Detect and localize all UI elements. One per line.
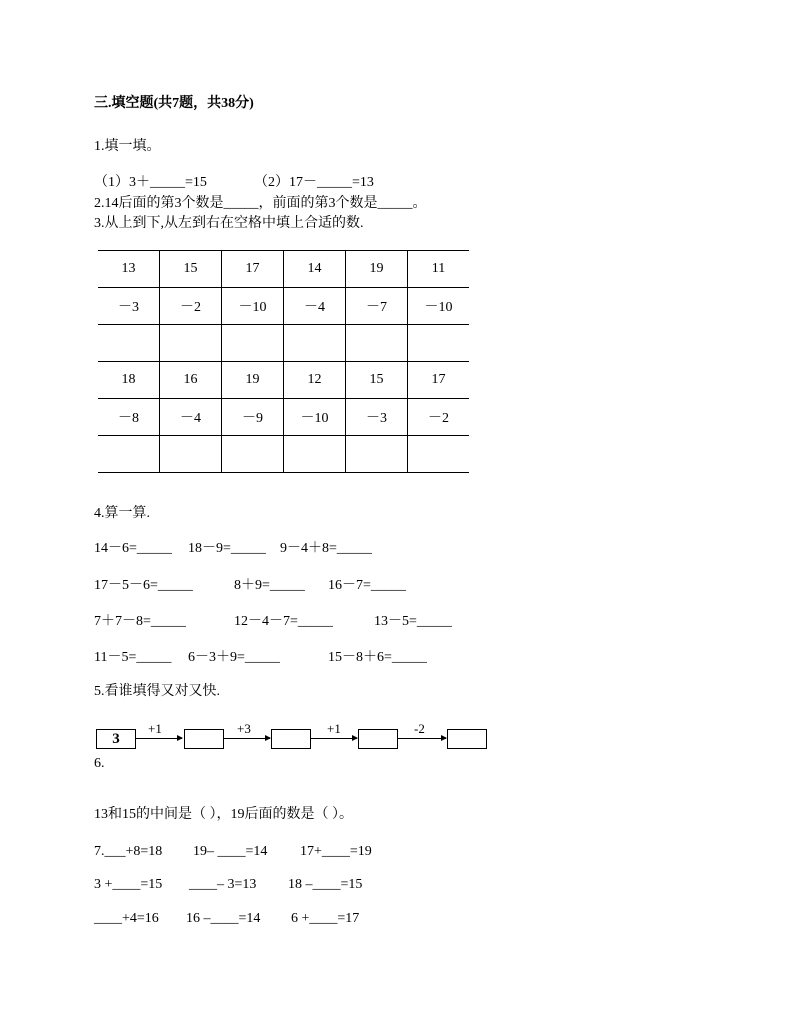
table-cell: －7 (346, 288, 408, 325)
table-cell: －4 (284, 288, 346, 325)
table-cell: 17 (408, 362, 470, 399)
q4-item: 13－5=_____ (374, 614, 452, 629)
table-cell: －9 (222, 399, 284, 436)
q4-item: 9－4＋8=_____ (280, 541, 372, 556)
table-cell: －2 (160, 288, 222, 325)
table-row (98, 251, 469, 288)
table-cell: 15 (346, 362, 408, 399)
q4-item: 16－7=_____ (328, 578, 406, 593)
answer-cell[interactable] (160, 325, 222, 362)
q6-text: 13和15的中间是（ ），19后面的数是（ ）。 (94, 807, 353, 822)
table-cell: －3 (98, 288, 160, 325)
answer-cell[interactable] (98, 436, 160, 473)
q7-item: ____+4=16 (94, 911, 159, 926)
chain-answer-box[interactable] (184, 729, 224, 749)
q5-title: 5.看谁填得又对又快. (94, 684, 220, 699)
arrow-right-icon (224, 738, 270, 739)
q7-item: 7.___+8=18 (94, 844, 163, 859)
q4-item: 12－4－7=_____ (234, 614, 333, 629)
table-cell: 19 (222, 362, 284, 399)
q7-item: 18 –____=15 (288, 877, 363, 892)
answer-cell[interactable] (160, 436, 222, 473)
answer-cell[interactable] (284, 436, 346, 473)
q4-item: 15－8＋6=_____ (328, 650, 427, 665)
q2-text: 2.14后面的第3个数是_____，前面的第3个数是_____。 (94, 196, 427, 211)
chain-op: +3 (237, 721, 251, 736)
q7-item: 16 –____=14 (186, 911, 261, 926)
chain-answer-box[interactable] (447, 729, 487, 749)
section-title: 三.填空题(共7题，共38分) (94, 96, 254, 111)
q7-item: 6 +____=17 (291, 911, 360, 926)
q4-item: 14－6=_____ (94, 541, 172, 556)
table-cell: 13 (98, 251, 160, 288)
table-cell: 12 (284, 362, 346, 399)
table-cell: 14 (284, 251, 346, 288)
answer-cell[interactable] (98, 325, 160, 362)
table-row (98, 362, 469, 399)
table-cell: －2 (408, 399, 470, 436)
q1-right: （2）17－_____=13 (254, 175, 374, 190)
chain-answer-box[interactable] (358, 729, 398, 749)
arrow-right-icon (311, 738, 357, 739)
q3-title: 3.从上到下,从左到右在空格中填上合适的数. (94, 216, 364, 231)
table-cell: 15 (160, 251, 222, 288)
answer-cell[interactable] (408, 436, 470, 473)
q4-title: 4.算一算. (94, 506, 150, 521)
chain-op: +1 (148, 721, 162, 736)
table-row (98, 436, 469, 473)
table-row (98, 325, 469, 362)
table-cell: －8 (98, 399, 160, 436)
q7-item: 17+____=19 (300, 844, 372, 859)
table-cell: －10 (284, 399, 346, 436)
table-cell: －3 (346, 399, 408, 436)
q4-item: 11－5=_____ (94, 650, 172, 665)
table-cell: －10 (408, 288, 470, 325)
answer-cell[interactable] (222, 325, 284, 362)
table-cell: 17 (222, 251, 284, 288)
q1-left: （1）3＋_____=15 (94, 175, 207, 190)
q4-item: 6－3＋9=_____ (188, 650, 280, 665)
chain-op: -2 (414, 721, 425, 736)
table-cell: 19 (346, 251, 408, 288)
q4-item: 8＋9=_____ (234, 578, 305, 593)
q1-title: 1.填一填。 (94, 139, 161, 154)
arrow-right-icon (398, 738, 446, 739)
answer-cell[interactable] (346, 325, 408, 362)
table-cell: －4 (160, 399, 222, 436)
table-cell: 16 (160, 362, 222, 399)
q7-item: ____– 3=13 (189, 877, 257, 892)
q7-item: 19– ____=14 (193, 844, 268, 859)
chain-start-box: 3 (96, 729, 136, 749)
answer-cell[interactable] (408, 325, 470, 362)
answer-cell[interactable] (222, 436, 284, 473)
answer-cell[interactable] (346, 436, 408, 473)
table-cell: 11 (408, 251, 470, 288)
q3-table (98, 250, 469, 473)
arrow-right-icon (136, 738, 182, 739)
q7-item: 3 +____=15 (94, 877, 163, 892)
q4-item: 7＋7－8=_____ (94, 614, 186, 629)
table-row (98, 288, 469, 325)
table-cell: －10 (222, 288, 284, 325)
chain-answer-box[interactable] (271, 729, 311, 749)
q6-number: 6. (94, 756, 105, 771)
table-cell: 18 (98, 362, 160, 399)
q4-item: 17－5－6=_____ (94, 578, 193, 593)
chain-op: +1 (327, 721, 341, 736)
q4-item: 18－9=_____ (188, 541, 266, 556)
table-row (98, 399, 469, 436)
number-chain (96, 718, 496, 758)
answer-cell[interactable] (284, 325, 346, 362)
